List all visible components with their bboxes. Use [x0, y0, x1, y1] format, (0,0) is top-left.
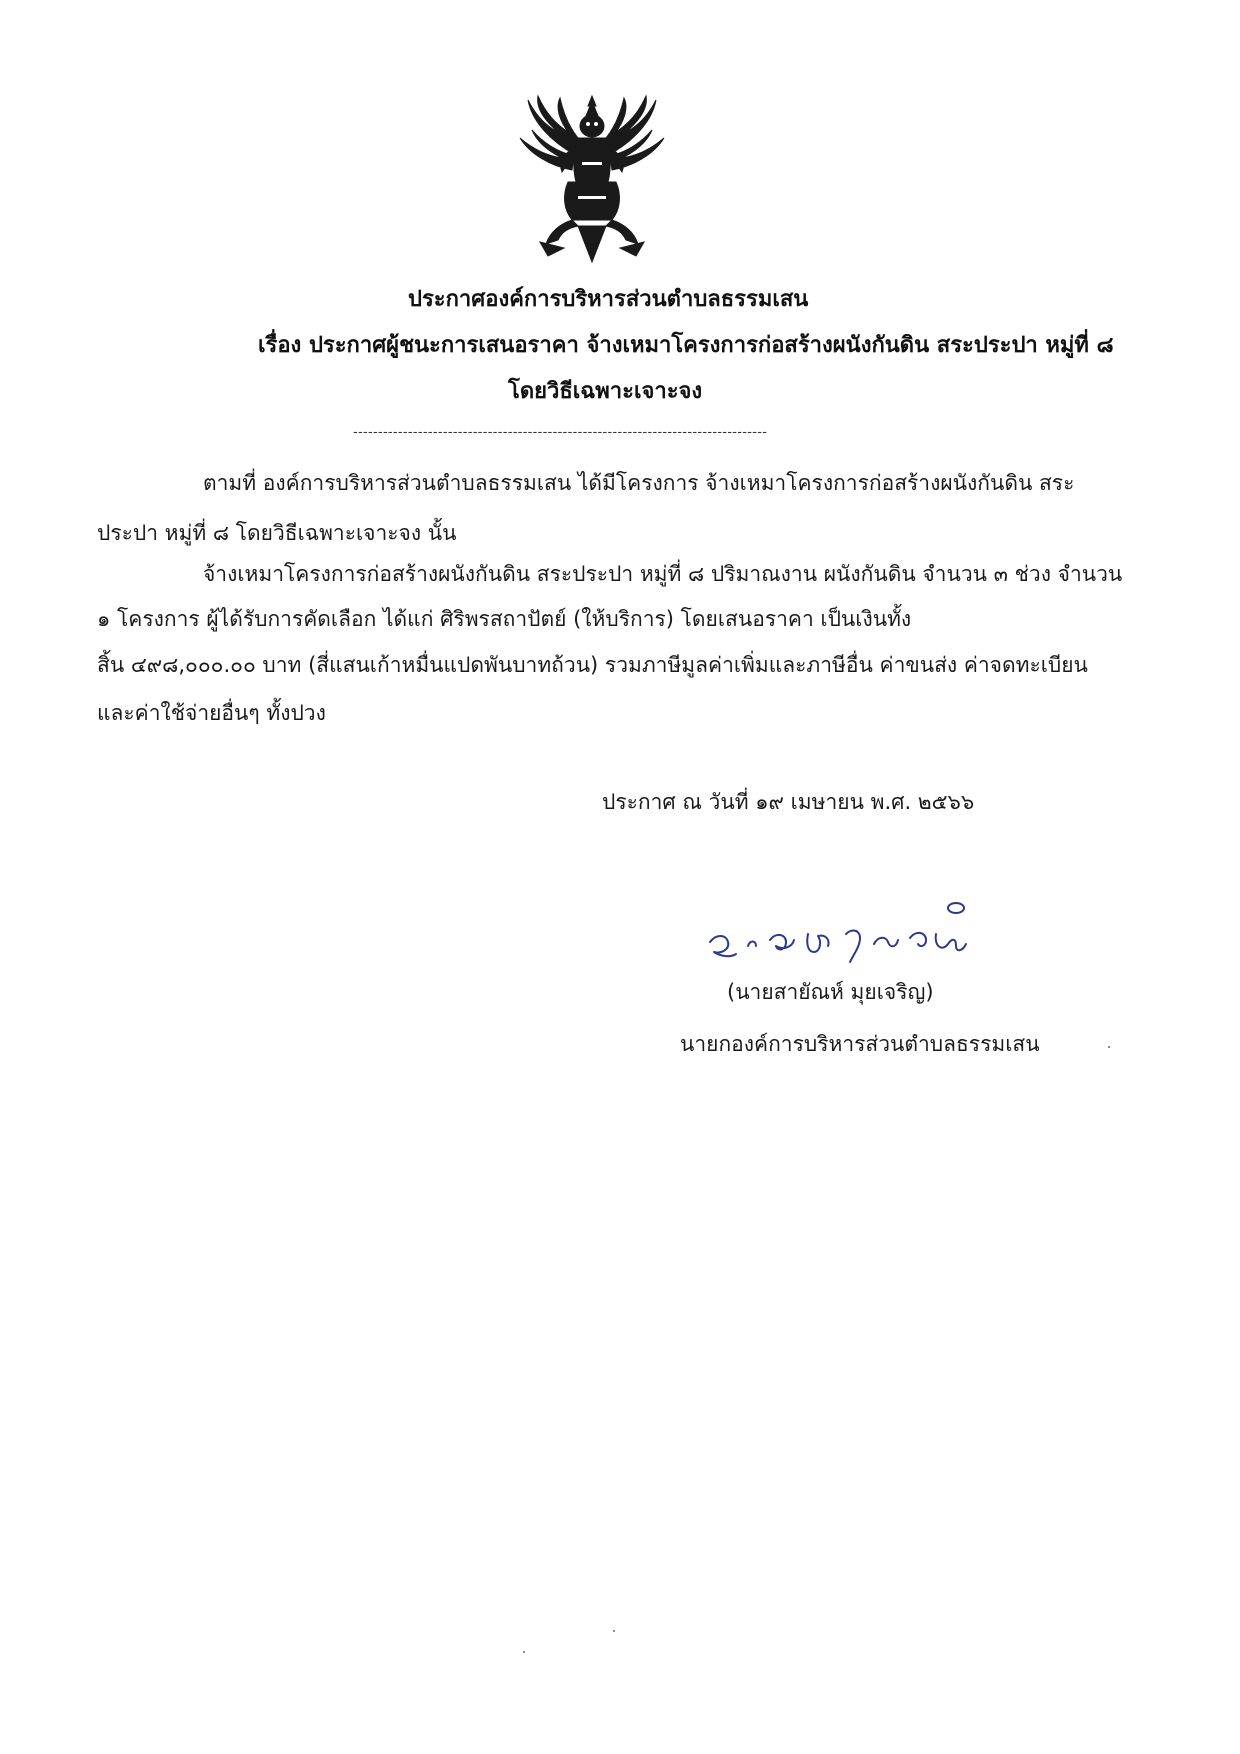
procurement-method: โดยวิธีเฉพาะเจาะจง [508, 379, 703, 404]
paragraph-2-line-3: สิ้น ๔๙๘,๐๐๐.๐๐ บาท (สี่แสนเก้าหมื่นแปดพันบาทถ้วน) รวมภาษีมูลค่าเพิ่มและภาษีอื่น ค่าขนส่ง ค่าจดทะเบียน [97, 653, 1088, 677]
handwritten-signature [690, 894, 1030, 974]
announcement-subject: เรื่อง ประกาศผู้ชนะการเสนอราคา จ้างเหมาโครงการก่อสร้างผนังกันดิน สระประปา หมู่ที่ ๘ [258, 333, 1114, 358]
scan-speck [613, 1630, 615, 1632]
scan-speck [1108, 1046, 1110, 1048]
announcement-title: ประกาศองค์การบริหารส่วนตำบลธรรมเสน [408, 287, 809, 312]
signatory-position: นายกองค์การบริหารส่วนตำบลธรรมเสน [680, 1032, 1040, 1056]
signatory-name: (นายสายัณห์ มุยเจริญ) [727, 980, 934, 1004]
paragraph-2-line-4: และค่าใช้จ่ายอื่นๆ ทั้งปวง [97, 701, 326, 725]
garuda-emblem-icon [512, 92, 672, 267]
heading-divider: ----------------------------------------------------------------------------------- [353, 425, 768, 440]
paragraph-2-line-1: จ้างเหมาโครงการก่อสร้างผนังกันดิน สระประปา หมู่ที่ ๘ ปริมาณงาน ผนังกันดิน จำนวน ๓ ช่วง จำนวน [203, 562, 1123, 586]
announcement-date: ประกาศ ณ วันที่ ๑๙ เมษายน พ.ศ. ๒๕๖๖ [602, 790, 975, 814]
paragraph-1-line-1: ตามที่ องค์การบริหารส่วนตำบลธรรมเสน ได้มีโครงการ จ้างเหมาโครงการก่อสร้างผนังกันดิน สระ [203, 471, 1075, 495]
scan-speck [523, 1651, 525, 1653]
paragraph-1-line-2: ประปา หมู่ที่ ๘ โดยวิธีเฉพาะเจาะจง นั้น [97, 521, 457, 545]
paragraph-2-line-2: ๑ โครงการ ผู้ได้รับการคัดเลือก ได้แก่ ศิริพรสถาปัตย์ (ให้บริการ) โดยเสนอราคา เป็นเงินทั้ง [97, 607, 912, 631]
